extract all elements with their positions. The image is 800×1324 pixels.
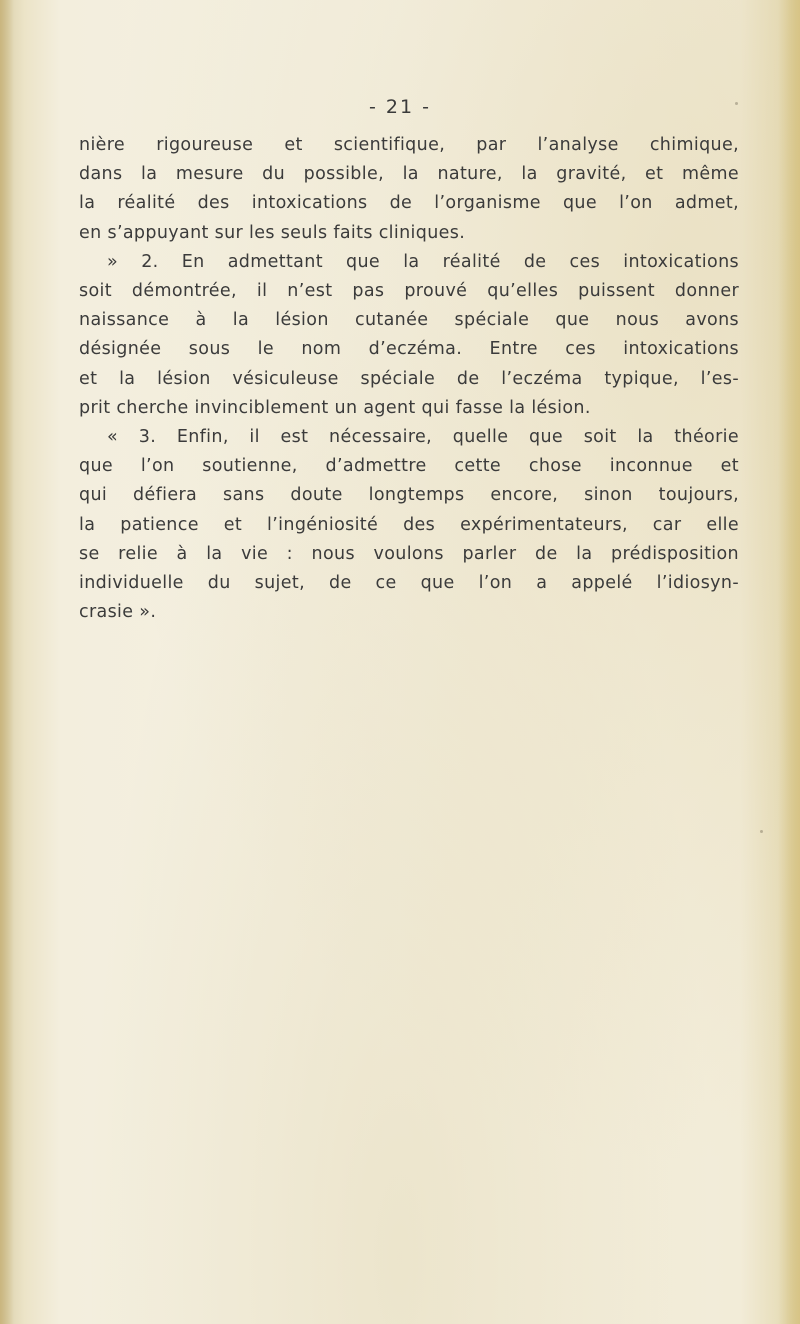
text-line: « 3. Enfin, il est nécessaire, quelle que soit la théorie xyxy=(107,427,739,448)
text-line: naissance à la lésion cutanée spéciale que nous avons xyxy=(79,310,739,331)
paper-edge-left xyxy=(0,0,14,1324)
text-line: en s’appuyant sur les seuls faits cliniques. xyxy=(79,222,466,243)
text-line: dans la mesure du possible, la nature, la gravité, et même xyxy=(79,164,739,185)
paper-edge-right xyxy=(778,0,800,1324)
text-line: que l’on soutienne, d’admettre cette chose inconnue et xyxy=(79,456,739,477)
text-line: la réalité des intoxications de l’organisme que l’on admet, xyxy=(79,193,739,214)
text-line: soit démontrée, il n’est pas prouvé qu’elles puissent donner xyxy=(79,281,739,302)
text-line: nière rigoureuse et scientifique, par l’analyse chimique, xyxy=(79,135,739,155)
text-line: crasie ». xyxy=(79,602,157,623)
text-line: et la lésion vésiculeuse spéciale de l’eczéma typique, l’es- xyxy=(79,368,739,389)
text-line: qui défiera sans doute longtemps encore, sinon toujours, xyxy=(79,485,739,506)
text-line: la patience et l’ingéniosité des expérimentateurs, car elle xyxy=(79,514,739,535)
text-line: désignée sous le nom d’eczéma. Entre ces intoxications xyxy=(79,339,739,360)
text-line: individuelle du sujet, de ce que l’on a appelé l’idiosyn- xyxy=(79,573,739,594)
text-line: » 2. En admettant que la réalité de ces intoxications xyxy=(107,251,739,272)
text-line: prit cherche invinciblement un agent qui fasse la lésion. xyxy=(79,397,591,418)
body-text xyxy=(79,131,739,627)
page-number: - 21 - xyxy=(369,96,431,118)
text-line: se relie à la vie : nous voulons parler de la prédisposition xyxy=(79,543,739,564)
paper-speck xyxy=(760,830,763,833)
